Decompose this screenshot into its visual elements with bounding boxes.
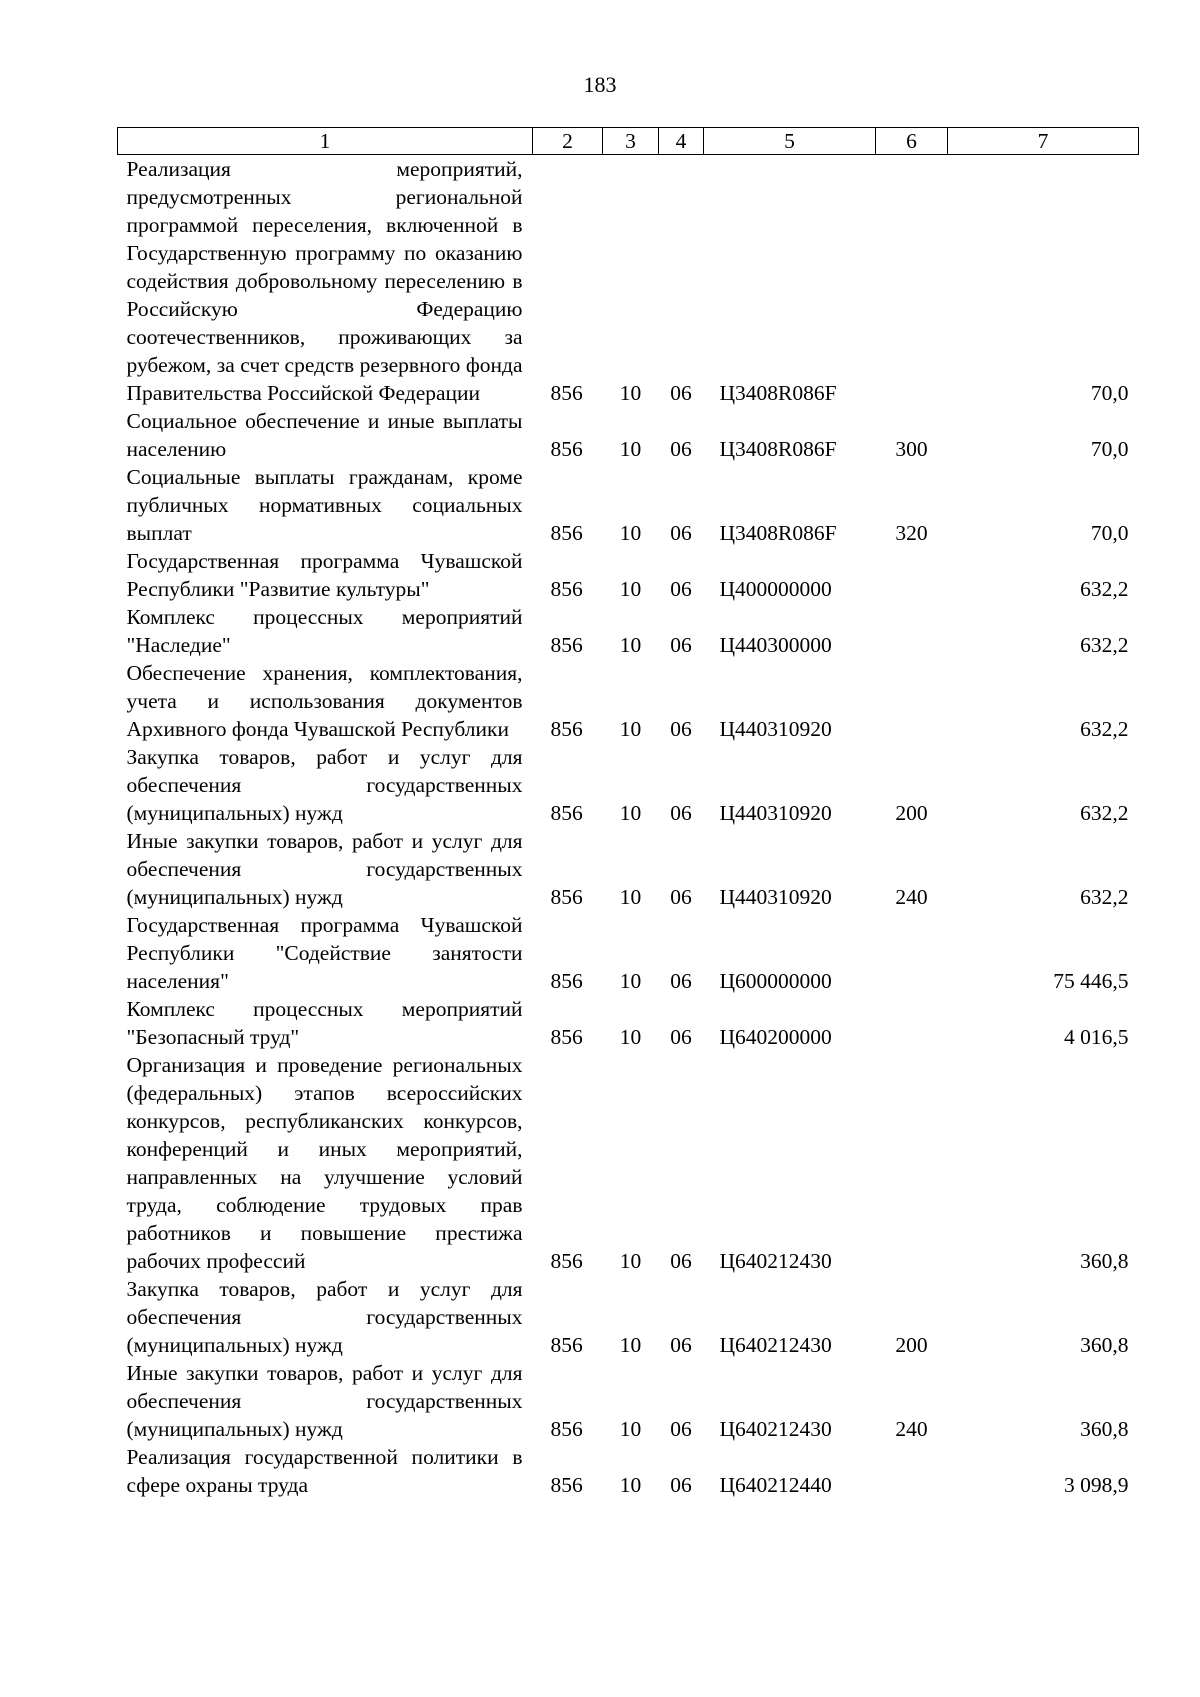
row-expense-type: 240 (895, 885, 928, 909)
row-subsection: 06 (670, 1333, 692, 1357)
row-expense-type (876, 659, 948, 743)
row-name: Государственная программа Чувашской Республики "Содействие занятости населения" (126, 913, 523, 993)
row-name: Комплекс процессных мероприятий "Наследие" (126, 605, 523, 657)
row-admin-code: 856 (550, 1249, 583, 1273)
row-name: Закупка товаров, работ и услуг для обеспечения государственных (муниципальных) нужд (126, 745, 523, 825)
row-subsection: 06 (670, 381, 692, 405)
row-admin-code: 856 (550, 437, 583, 461)
row-amount: 75 446,5 (1053, 969, 1129, 993)
row-target-code: Ц400000000 (719, 577, 832, 601)
table-header (118, 128, 1139, 155)
row-expense-type: 240 (895, 1417, 928, 1441)
row-expense-type (876, 1051, 948, 1275)
row-subsection: 06 (670, 1025, 692, 1049)
header-col-4: 4 (659, 128, 704, 155)
row-name: Иные закупки товаров, работ и услуг для обеспечения государственных (муниципальных) нужд (126, 1361, 523, 1441)
row-subsection: 06 (670, 521, 692, 545)
row-name: Реализация мероприятий, предусмотренных региональной программой переселения, включенной в Государственную программу по оказанию содействия добровольному переселению в Российскую Федерацию соотечественников, проживающих за рубежом, за счет средств резервного фонда Правительства Российской Федерации (126, 157, 523, 405)
row-target-code: Ц440310920 (719, 801, 832, 825)
row-subsection: 06 (670, 633, 692, 657)
row-subsection: 06 (670, 801, 692, 825)
row-admin-code: 856 (550, 885, 583, 909)
row-section: 10 (619, 801, 642, 825)
table-row (118, 603, 1139, 659)
row-section: 10 (619, 717, 642, 741)
row-target-code: Ц440310920 (719, 885, 832, 909)
row-amount: 3 098,9 (1064, 1473, 1129, 1497)
row-subsection: 06 (670, 577, 692, 601)
row-target-code: Ц640212430 (719, 1417, 832, 1441)
row-admin-code: 856 (550, 577, 583, 601)
row-amount: 4 016,5 (1064, 1025, 1129, 1049)
table-row (118, 407, 1139, 463)
row-admin-code: 856 (550, 1473, 583, 1497)
row-name: Организация и проведение региональных (федеральных) этапов всероссийских конкурсов, республиканских конкурсов, конференций и иных мероприятий, направленных на улучшение условий труда, соблюдение трудовых прав работников и повышение престижа рабочих профессий (126, 1053, 523, 1273)
table-row (118, 1359, 1139, 1443)
row-expense-type: 320 (895, 521, 928, 545)
page-number: 183 (583, 72, 617, 97)
row-subsection: 06 (670, 717, 692, 741)
row-expense-type (876, 603, 948, 659)
table-body (118, 155, 1139, 1500)
row-amount: 360,8 (1080, 1417, 1129, 1441)
row-target-code: Ц640212440 (719, 1473, 832, 1497)
row-section: 10 (619, 633, 642, 657)
row-amount: 632,2 (1080, 717, 1129, 741)
row-name: Комплекс процессных мероприятий "Безопасный труд" (126, 997, 523, 1049)
row-admin-code: 856 (550, 969, 583, 993)
row-section: 10 (619, 969, 642, 993)
row-subsection: 06 (670, 885, 692, 909)
row-name: Обеспечение хранения, комплектования, учета и использования документов Архивного фонда Чувашской Республики (126, 661, 523, 741)
row-expense-type: 300 (895, 437, 928, 461)
row-target-code: Ц640200000 (719, 1025, 832, 1049)
row-name: Социальное обеспечение и иные выплаты населению (126, 409, 523, 461)
header-col-5: 5 (704, 128, 876, 155)
row-admin-code: 856 (550, 1417, 583, 1441)
row-name: Иные закупки товаров, работ и услуг для обеспечения государственных (муниципальных) нужд (126, 829, 523, 909)
table-row (118, 995, 1139, 1051)
header-col-3: 3 (603, 128, 659, 155)
header-col-6: 6 (876, 128, 948, 155)
row-admin-code: 856 (550, 1333, 583, 1357)
table-row (118, 1443, 1139, 1499)
row-section: 10 (619, 885, 642, 909)
row-admin-code: 856 (550, 381, 583, 405)
row-section: 10 (619, 381, 642, 405)
row-amount: 360,8 (1080, 1249, 1129, 1273)
header-col-1: 1 (118, 128, 533, 155)
row-target-code: Ц600000000 (719, 969, 832, 993)
table-row (118, 827, 1139, 911)
row-target-code: Ц640212430 (719, 1333, 832, 1357)
header-col-2: 2 (533, 128, 603, 155)
row-expense-type: 200 (895, 1333, 928, 1357)
row-name: Реализация государственной политики в сфере охраны труда (126, 1445, 523, 1497)
row-name: Государственная программа Чувашской Республики "Развитие культуры" (126, 549, 523, 601)
row-amount: 632,2 (1080, 801, 1129, 825)
header-col-7: 7 (948, 128, 1139, 155)
row-admin-code: 856 (550, 717, 583, 741)
row-target-code: Ц440310920 (719, 717, 832, 741)
budget-table (117, 127, 1139, 1499)
row-target-code: Ц3408R086F (719, 521, 837, 545)
row-subsection: 06 (670, 969, 692, 993)
row-amount: 632,2 (1080, 633, 1129, 657)
row-section: 10 (619, 437, 642, 461)
table-row (118, 659, 1139, 743)
row-expense-type (876, 911, 948, 995)
row-name: Социальные выплаты гражданам, кроме публичных нормативных социальных выплат (126, 465, 523, 545)
row-admin-code: 856 (550, 1025, 583, 1049)
row-amount: 70,0 (1090, 437, 1129, 461)
row-amount: 70,0 (1090, 381, 1129, 405)
row-section: 10 (619, 577, 642, 601)
row-expense-type (876, 155, 948, 408)
row-subsection: 06 (670, 1473, 692, 1497)
row-subsection: 06 (670, 1417, 692, 1441)
row-section: 10 (619, 1333, 642, 1357)
row-amount: 632,2 (1080, 577, 1129, 601)
row-section: 10 (619, 521, 642, 545)
table-row (118, 1275, 1139, 1359)
row-expense-type (876, 1443, 948, 1499)
row-amount: 632,2 (1080, 885, 1129, 909)
row-target-code: Ц3408R086F (719, 437, 837, 461)
header-row (118, 128, 1139, 155)
row-expense-type (876, 547, 948, 603)
row-expense-type: 200 (895, 801, 928, 825)
row-admin-code: 856 (550, 521, 583, 545)
table-row (118, 743, 1139, 827)
table-row (118, 911, 1139, 995)
row-section: 10 (619, 1025, 642, 1049)
row-subsection: 06 (670, 437, 692, 461)
table-row (118, 155, 1139, 408)
row-amount: 360,8 (1080, 1333, 1129, 1357)
row-section: 10 (619, 1473, 642, 1497)
row-admin-code: 856 (550, 633, 583, 657)
table-row (118, 463, 1139, 547)
row-amount: 70,0 (1090, 521, 1129, 545)
row-expense-type (876, 995, 948, 1051)
row-name: Закупка товаров, работ и услуг для обеспечения государственных (муниципальных) нужд (126, 1277, 523, 1357)
table-row (118, 1051, 1139, 1275)
row-section: 10 (619, 1249, 642, 1273)
row-admin-code: 856 (550, 801, 583, 825)
row-target-code: Ц640212430 (719, 1249, 832, 1273)
row-subsection: 06 (670, 1249, 692, 1273)
row-target-code: Ц440300000 (719, 633, 832, 657)
row-section: 10 (619, 1417, 642, 1441)
table-row (118, 547, 1139, 603)
row-target-code: Ц3408R086F (719, 381, 837, 405)
